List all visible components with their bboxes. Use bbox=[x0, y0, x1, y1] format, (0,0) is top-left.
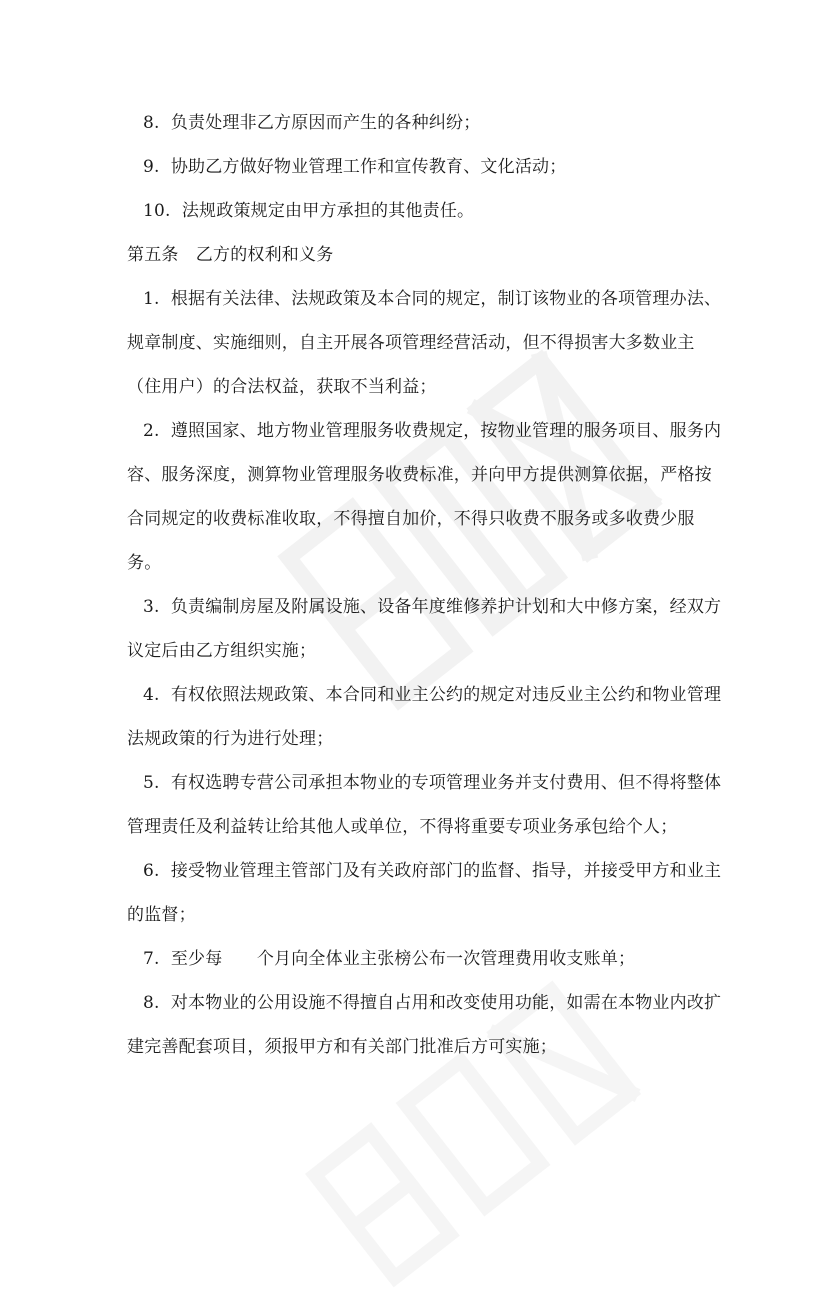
line-text: 容、服务深度，测算物业管理服务收费标准，并向甲方提供测算依据，严格按 bbox=[127, 465, 712, 485]
text-line bbox=[0, 1036, 830, 1058]
line-text: 合同规定的收费标准收取，不得擅自加价，不得只收费不服务或多收费少服 bbox=[127, 509, 695, 529]
text-line bbox=[0, 464, 830, 486]
line-text: 8. 对本物业的公用设施不得擅自占用和改变使用功能，如需在本物业内改扩 bbox=[143, 993, 722, 1013]
line-text: 3. 负责编制房屋及附属设施、设备年度维修养护计划和大中修方案，经双方 bbox=[143, 597, 722, 617]
line-text: 9. 协助乙方做好物业管理工作和宣传教育、文化活动； bbox=[143, 157, 567, 177]
line-text: 4. 有权依照法规政策、本合同和业主公约的规定对违反业主公约和物业管理 bbox=[143, 685, 722, 705]
text-line bbox=[0, 200, 830, 222]
line-text: 7. 至少每 个月向全体业主张榜公布一次管理费用收支账单； bbox=[143, 949, 636, 969]
heading-text: 第五条 乙方的权利和义务 bbox=[127, 245, 334, 265]
text-line bbox=[0, 860, 830, 882]
section-heading bbox=[0, 244, 830, 266]
text-line bbox=[0, 156, 830, 178]
text-line bbox=[0, 420, 830, 442]
text-line bbox=[0, 112, 830, 134]
text-line bbox=[0, 376, 830, 398]
text-line bbox=[0, 552, 830, 574]
line-text: 规章制度、实施细则，自主开展各项管理经营活动，但不得损害大多数业主 bbox=[127, 333, 695, 353]
text-line bbox=[0, 508, 830, 530]
text-line bbox=[0, 728, 830, 750]
text-line bbox=[0, 772, 830, 794]
text-line bbox=[0, 948, 830, 970]
text-line bbox=[0, 332, 830, 354]
text-line bbox=[0, 904, 830, 926]
text-line bbox=[0, 288, 830, 310]
line-text: 建完善配套项目，须报甲方和有关部门批准后方可实施； bbox=[127, 1037, 557, 1057]
line-text: 的监督； bbox=[127, 905, 196, 925]
text-line bbox=[0, 640, 830, 662]
line-text: 1. 根据有关法律、法规政策及本合同的规定，制订该物业的各项管理办法、 bbox=[143, 289, 722, 309]
line-text: 2. 遵照国家、地方物业管理服务收费规定，按物业管理的服务项目、服务内 bbox=[143, 421, 722, 441]
text-line bbox=[0, 816, 830, 838]
line-text: 法规政策的行为进行处理； bbox=[127, 729, 334, 749]
line-text: 议定后由乙方组织实施； bbox=[127, 641, 317, 661]
text-line bbox=[0, 684, 830, 706]
line-text: 6. 接受物业管理主管部门及有关政府部门的监督、指导，并接受甲方和业主 bbox=[143, 861, 722, 881]
line-text: 8. 负责处理非乙方原因而产生的各种纠纷； bbox=[143, 113, 481, 133]
text-line bbox=[0, 992, 830, 1014]
text-line bbox=[0, 596, 830, 618]
line-text: 10. 法规政策规定由甲方承担的其他责任。 bbox=[143, 201, 475, 221]
line-text: 务。 bbox=[127, 553, 162, 573]
line-text: （住用户）的合法权益，获取不当利益； bbox=[127, 377, 437, 397]
line-text: 5. 有权选聘专营公司承担本物业的专项管理业务并支付费用、但不得将整体 bbox=[143, 773, 722, 793]
line-text: 管理责任及利益转让给其他人或单位，不得将重要专项业务承包给个人； bbox=[127, 817, 678, 837]
